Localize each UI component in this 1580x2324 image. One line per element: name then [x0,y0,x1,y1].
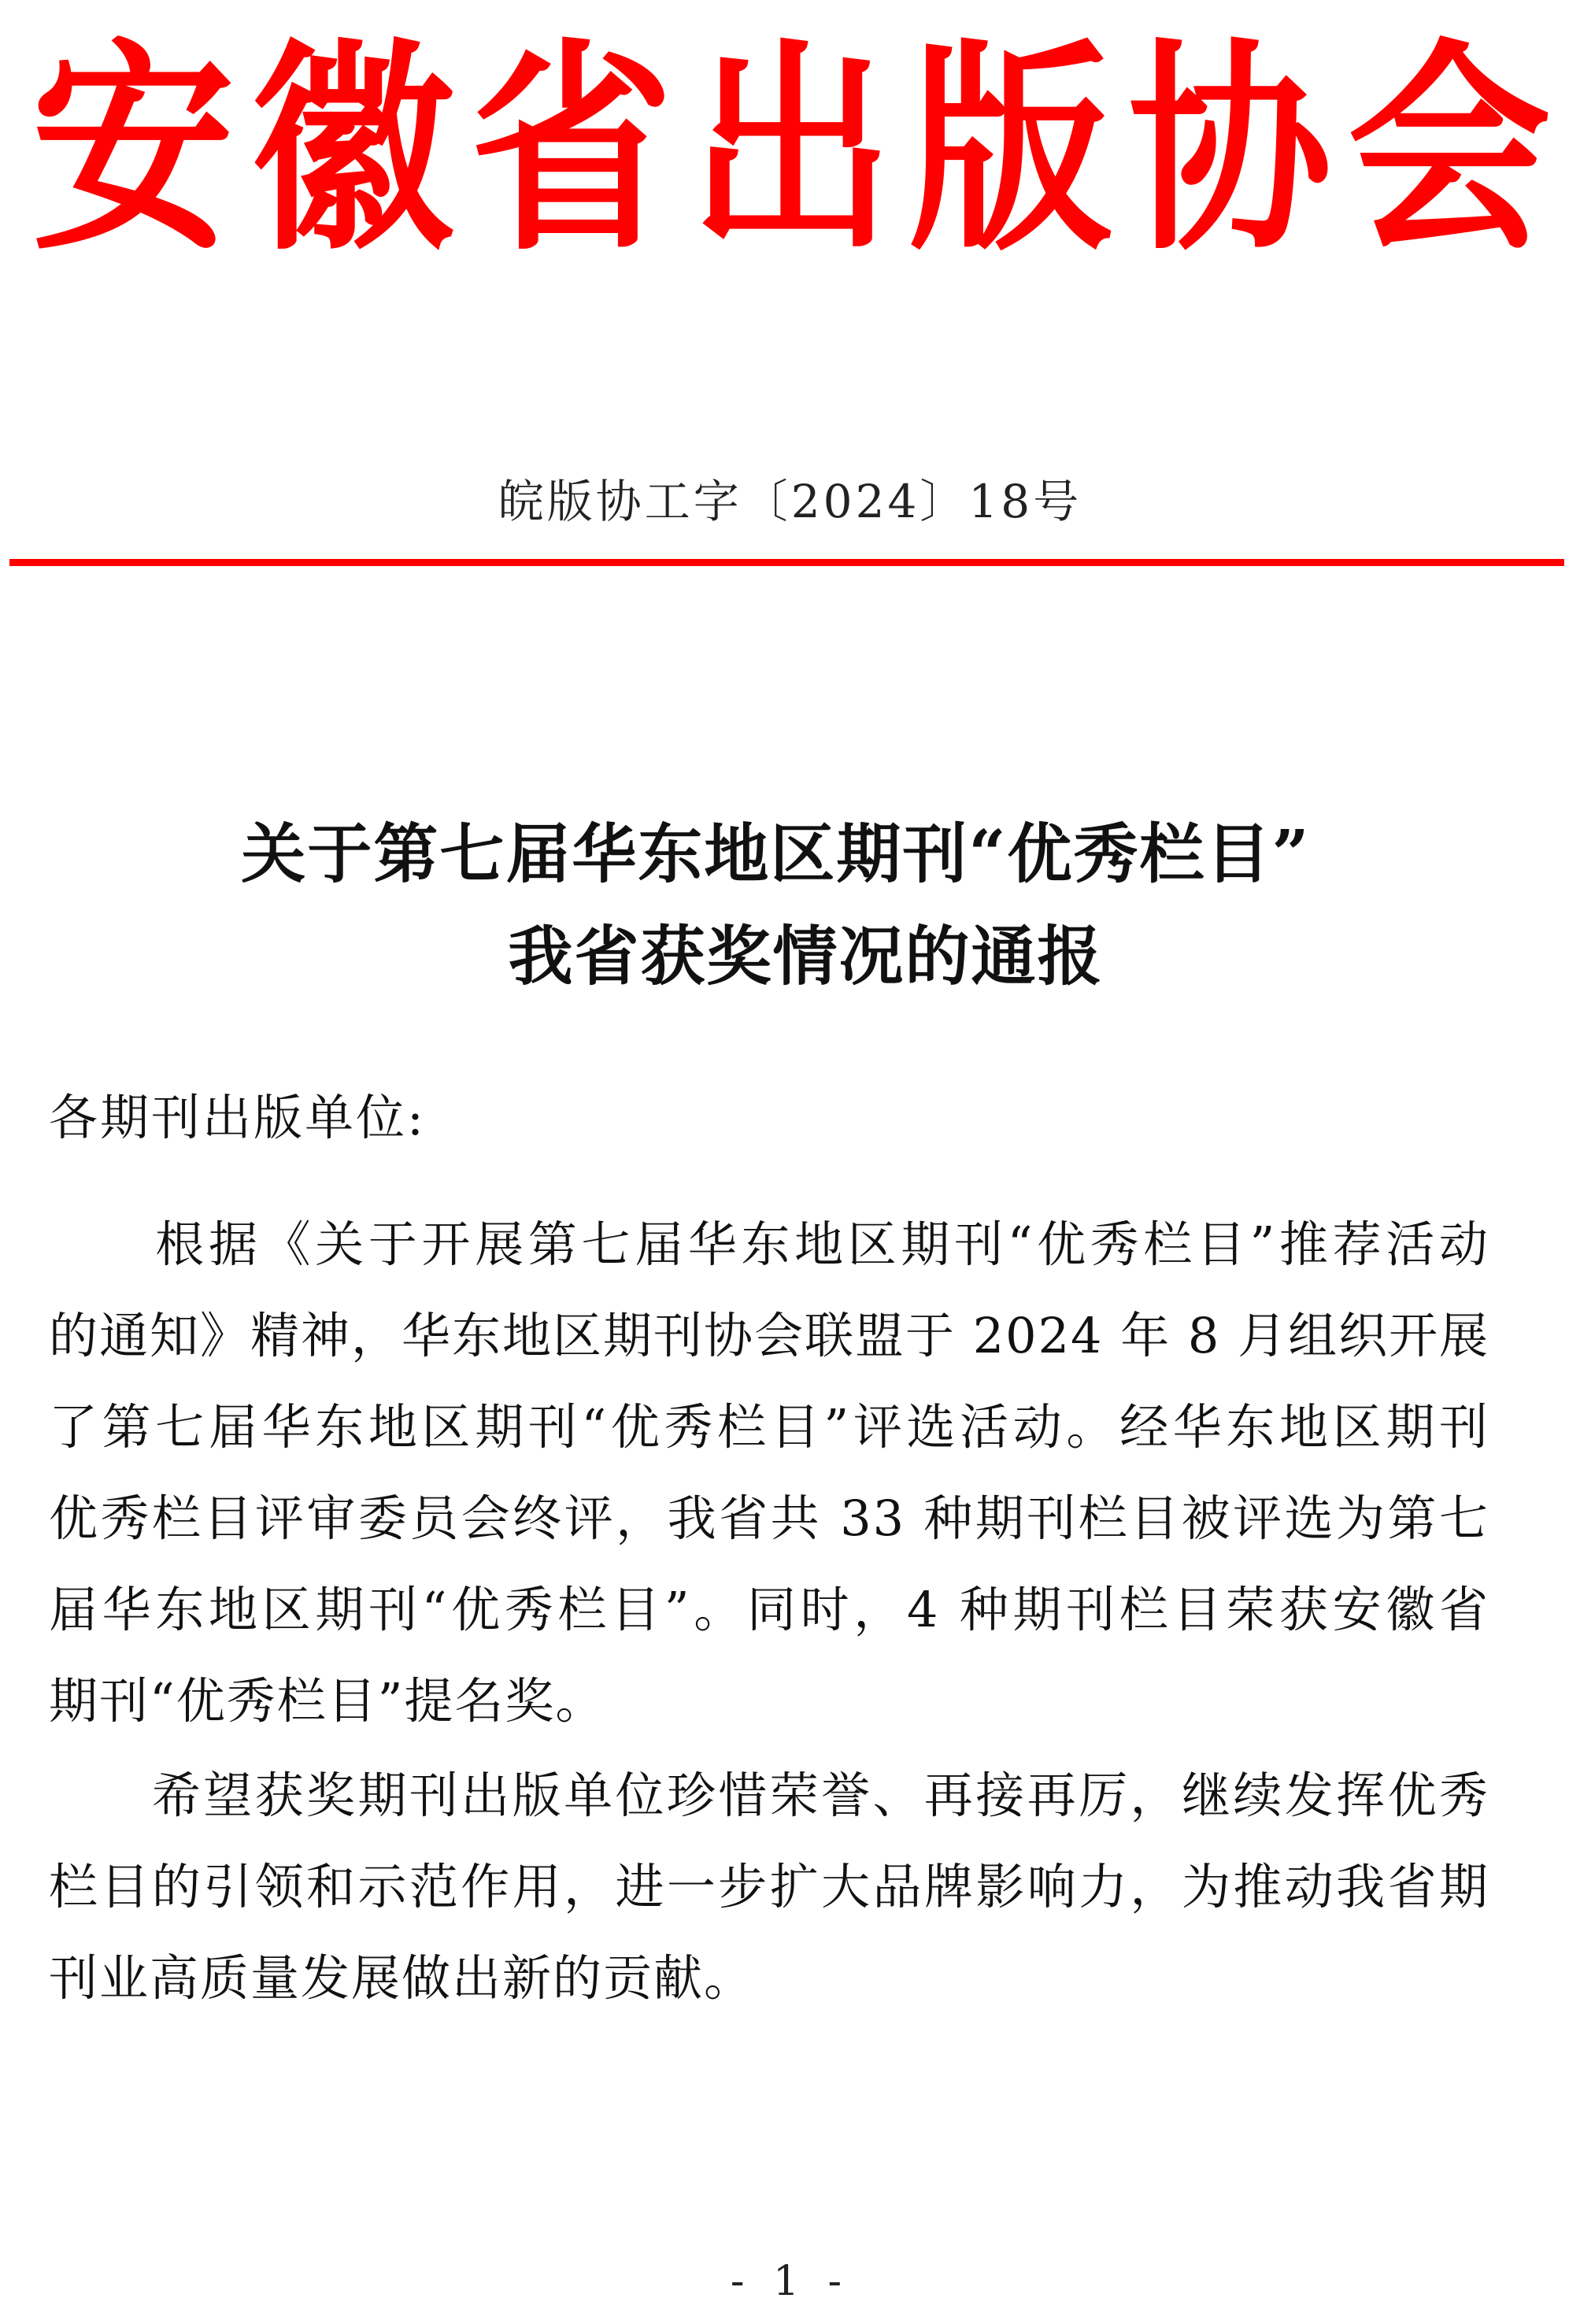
org-name-char: 版 [908,17,1112,281]
org-name-char: 徽 [250,17,454,281]
paragraph-line: 的通知》精神，华东地区期刊协会联盟于 2024 年 8 月组织开展 [49,1307,1490,1364]
org-name-char: 协 [1128,17,1332,281]
body-paragraph-2 [49,1750,1489,2024]
paragraph-line: 优秀栏目评审委员会终评，我省共 33 种期刊栏目被评选为第七 [49,1490,1489,1547]
paragraph-line: 栏目的引领和示范作用，进一步扩大品牌影响力，为推动我省期 [49,1858,1489,1915]
page-number: - 1 - [730,2258,850,2305]
header-red-divider [9,559,1564,566]
document-title-line-1: 关于第七届华东地区期刊“优秀栏目” [241,816,1311,892]
org-name-char: 会 [1347,17,1551,281]
body-paragraph-1 [49,1199,1489,1747]
paragraph-line: 希望获奖期刊出版单位珍惜荣誉、再接再厉，继续发挥优秀 [49,1767,1489,1824]
paragraph-line: 了第七届华东地区期刊“优秀栏目”评选活动。经华东地区期刊 [49,1398,1489,1456]
org-name-char: 省 [470,17,674,281]
salutation: 各期刊出版单位: [49,1089,426,1146]
document-number: 皖版协工字〔2024〕18号 [498,475,1082,528]
paragraph-line: 刊业高质量发展做出新的贡献。 [49,1949,755,2007]
document-title-line-2: 我省获奖情况的通报 [508,919,1104,994]
organization-header [31,17,1551,281]
paragraph-line: 届华东地区期刊“优秀栏目”。同时，4 种期刊栏目荣获安徽省 [49,1581,1489,1638]
org-name-char: 出 [689,17,893,281]
paragraph-line: 期刊“优秀栏目”提名奖。 [49,1672,606,1730]
org-name-char: 安 [31,17,235,281]
paragraph-line: 根据《关于开展第七届华东地区期刊“优秀栏目”推荐活动 [49,1216,1489,1273]
